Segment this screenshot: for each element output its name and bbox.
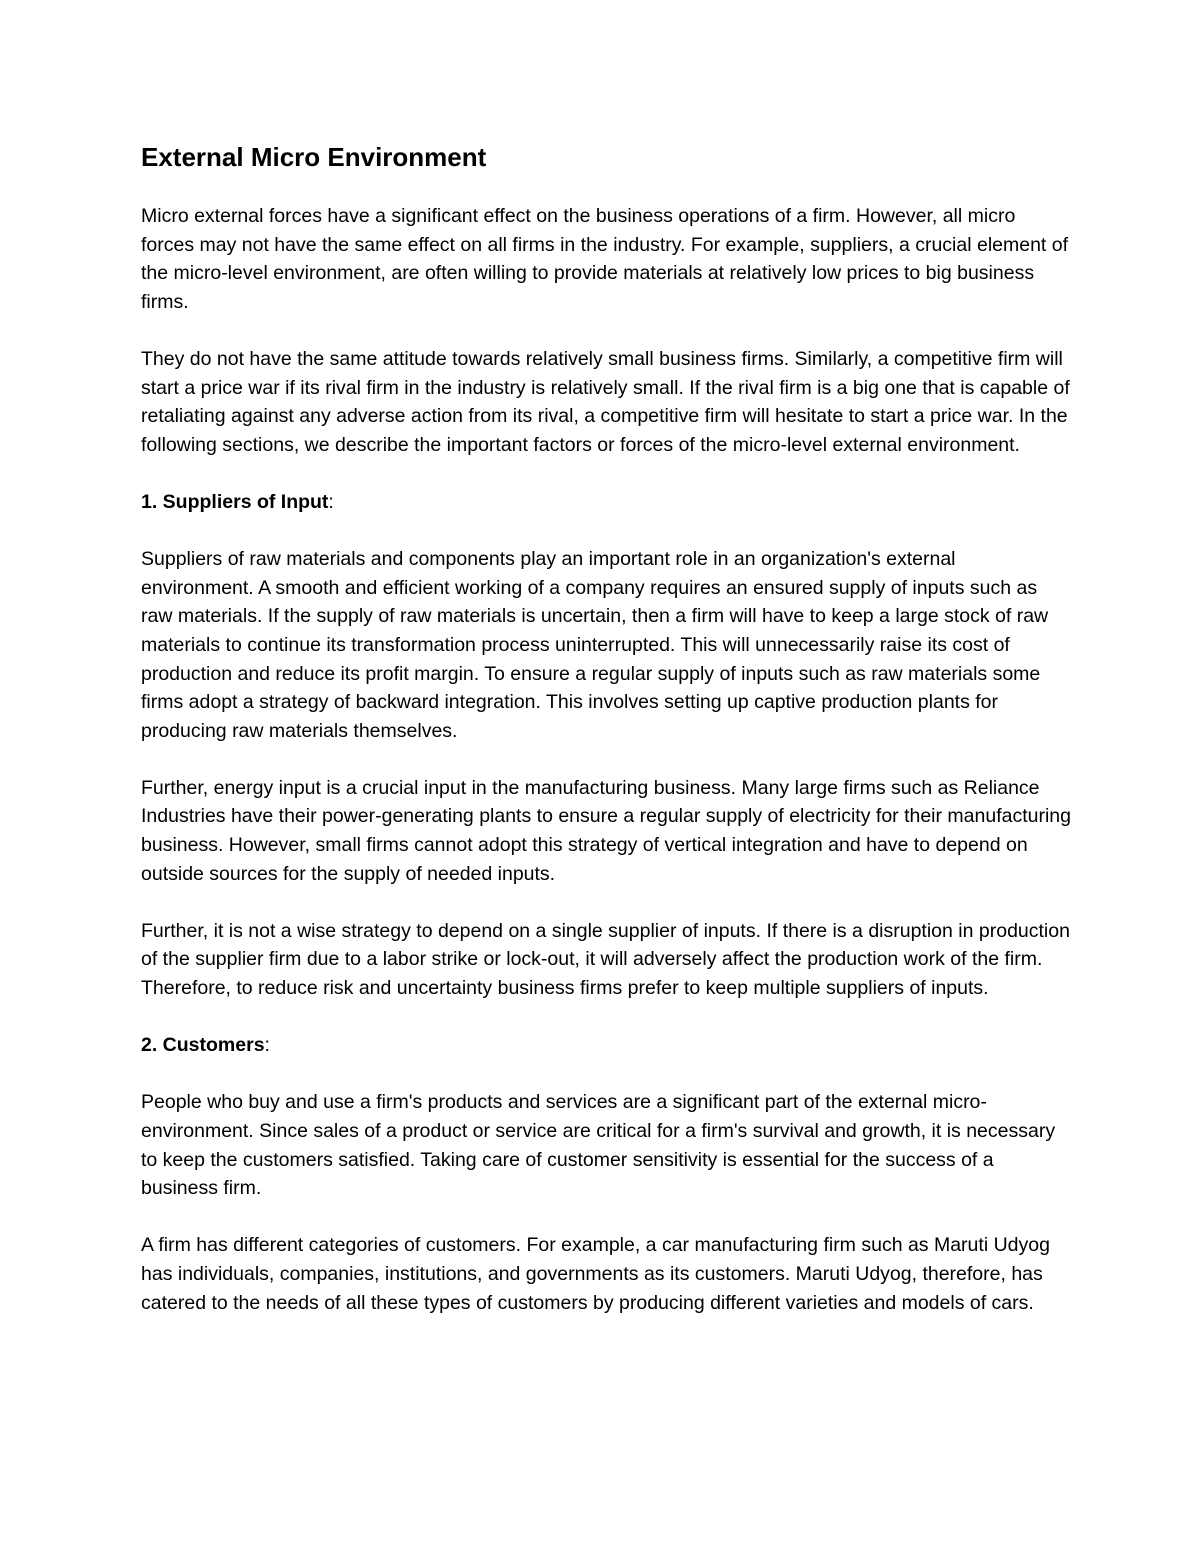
section-heading-customers-colon: : xyxy=(264,1034,270,1057)
section-heading-customers-text: 2. Customers xyxy=(141,1034,265,1057)
customers-paragraph-1: People who buy and use a firm's products and services are a significant part of the external micro-environment. Since sales of a product or service are critical for a firm's survival and growth, it is necessary to keep the customers satisfied. Taking care of customer sensitivity is essential for the success of a business firm. xyxy=(141,1091,1056,1200)
section-heading-suppliers xyxy=(141,488,1071,517)
intro-paragraph-2: They do not have the same attitude towards relatively small business firms. Similarly, a competitive firm will start a price war if its rival firm in the industry is relatively small. If the rival firm is a big one that is capable of retaliating against any adverse action from its rival, a competitive firm will hesitate to start a price war. In the following sections, we describe the important factors or forces of the micro-level external environment. xyxy=(141,347,1070,456)
intro-paragraph-1: Micro external forces have a significant effect on the business operations of a firm. However, all micro forces may not have the same effect on all firms in the industry. For example, suppliers, a crucial element of the micro-level environment, are often willing to provide materials at relatively low prices to big business firms. xyxy=(141,205,1069,313)
section-heading-suppliers-text: 1. Suppliers of Input xyxy=(141,490,329,513)
section-heading-customers xyxy=(141,1031,1071,1060)
document-page xyxy=(141,138,1071,1346)
customers-paragraph-2: A firm has different categories of customers. For example, a car manufacturing firm such as Maruti Udyog has individuals, companies, institutions, and governments as its customers. Maruti Udyog, therefore, has catered to the needs of all these types of customers by producing different varieties and models of cars. xyxy=(141,1234,1050,1314)
suppliers-paragraph-2: Further, energy input is a crucial input in the manufacturing business. Many large firms such as Reliance Industries have their power-generating plants to ensure a regular supply of electricity for their manufacturing business. However, small firms cannot adopt this strategy of vertical integration and have to depend on outside sources for the supply of needed inputs. xyxy=(141,776,1071,885)
suppliers-paragraph-3: Further, it is not a wise strategy to depend on a single supplier of inputs. If there is a disruption in production of the supplier firm due to a labor strike or lock-out, it will adversely affect the production work of the firm. Therefore, to reduce risk and uncertainty business firms prefer to keep multiple suppliers of inputs. xyxy=(141,919,1070,1000)
section-heading-suppliers-colon: : xyxy=(328,490,334,513)
suppliers-paragraph-1: Suppliers of raw materials and components play an important role in an organization's external environment. A smooth and efficient working of a company requires an ensured supply of inputs such as raw materials. If the supply of raw materials is uncertain, then a firm will have to keep a large stock of raw materials to continue its transformation process uninterrupted. This will unnecessarily raise its cost of production and reduce its profit margin. To ensure a regular supply of inputs such as raw materials some firms adopt a strategy of backward integration. This involves setting up captive production plants for producing raw materials themselves. xyxy=(141,548,1049,742)
document-title: External Micro Environment xyxy=(141,142,487,172)
